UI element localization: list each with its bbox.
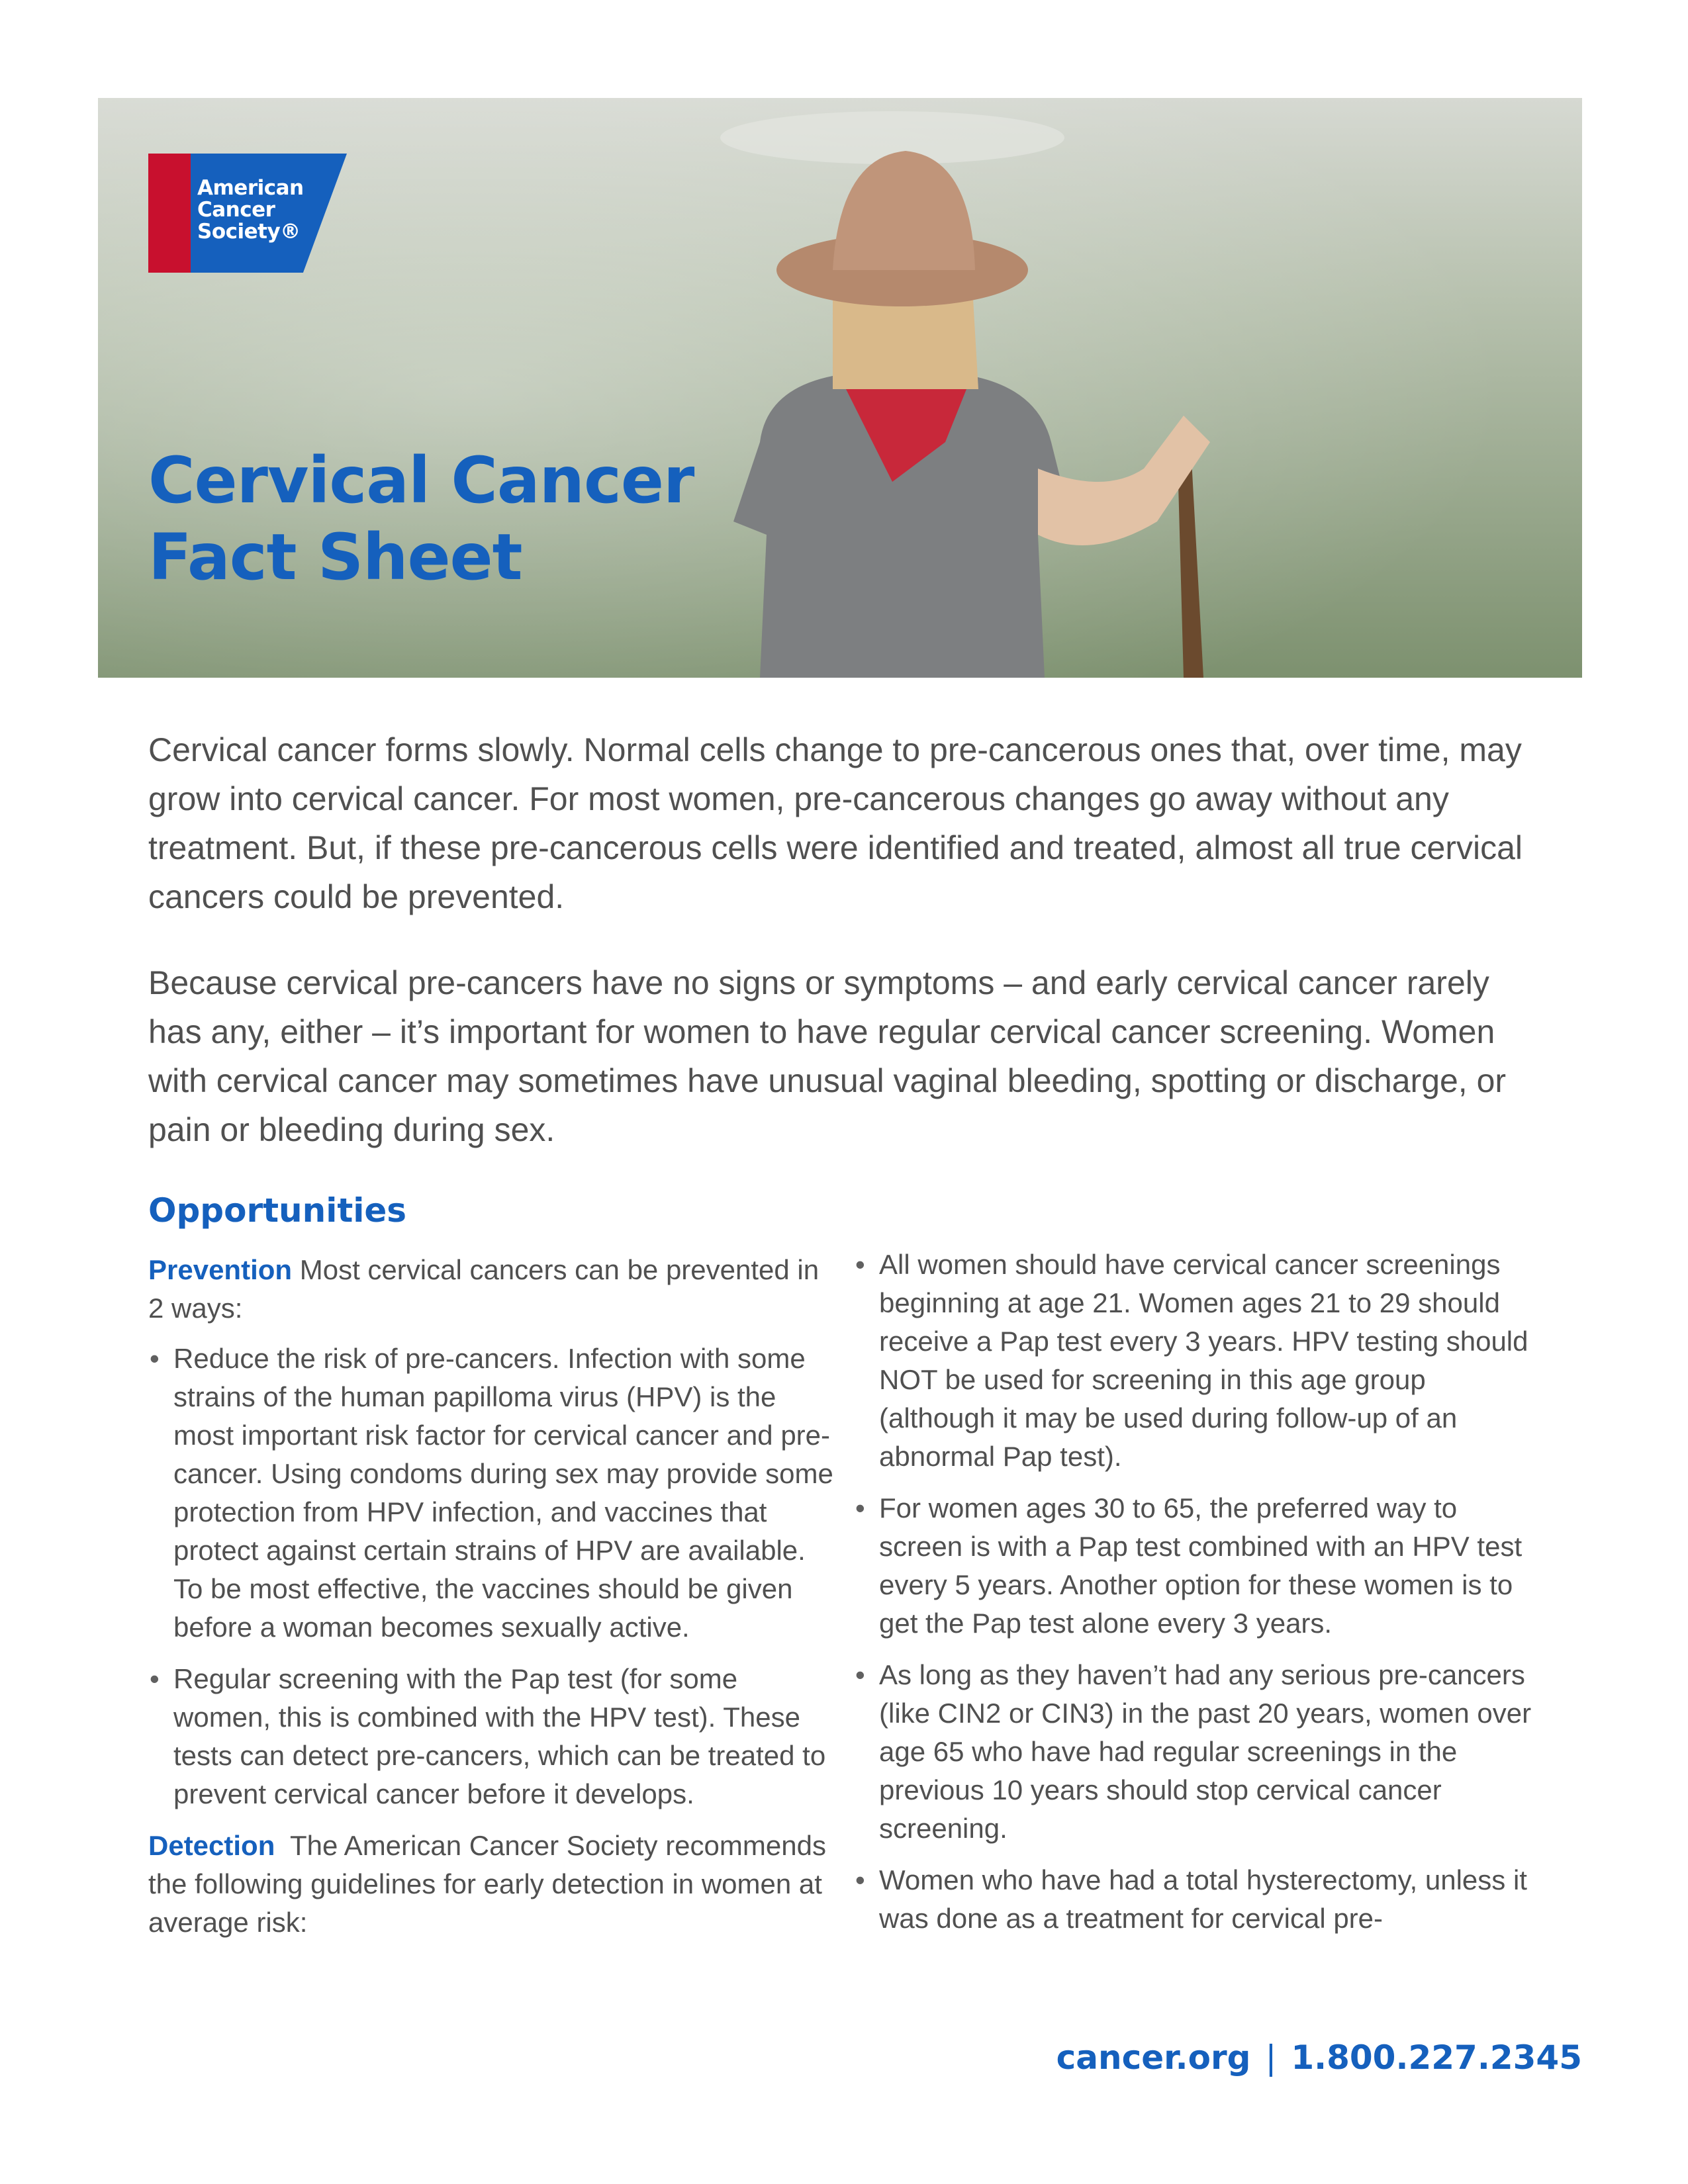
detection-label: Detection (148, 1830, 275, 1861)
opportunities-heading: Opportunities (148, 1191, 407, 1230)
title-line-2: Fact Sheet (148, 520, 522, 594)
page-title (148, 442, 694, 596)
phone-number[interactable]: 1.800.227.2345 (1291, 2038, 1582, 2077)
logo-line: Cancer (197, 198, 275, 222)
prevention-intro (148, 1251, 837, 1328)
list-item: • All women should have cervical cancer screenings beginning at age 21. Women ages 21 to 29 should receive a Pap test every 3 years. HPV testing should NOT be used for screening in this age group (although it may be used during follow-up of an abnormal Pap test). (854, 1246, 1542, 1476)
detection-list (854, 1246, 1542, 1938)
list-item: • Regular screening with the Pap test (for some women, this is combined with the HPV test). These tests can detect pre-cancers, which can be treated to prevent cervical cancer before it develops. (148, 1660, 837, 1813)
right-column (854, 1246, 1542, 1951)
footer-separator: | (1265, 2038, 1277, 2077)
acs-logo (148, 154, 347, 273)
hero-banner (98, 98, 1582, 678)
intro-paragraph-2: Because cervical pre-cancers have no signs or symptoms – and early cervical cancer rarely has any, either – it’s important for women to have regular cervical cancer screening. Women with cervical cancer may sometimes have unusual vaginal bleeding, spotting or discharge, or pain or bleeding during sex. (148, 964, 1507, 1148)
sword-emblem-icon (148, 154, 191, 273)
list-item: • As long as they haven’t had any serious pre-cancers (like CIN2 or CIN3) in the past 20 years, women over age 65 who have had regular screenings in the previous 10 years should stop cervical cancer screening. (854, 1656, 1542, 1848)
prevention-list (148, 1340, 837, 1813)
title-line-1: Cervical Cancer (148, 443, 694, 518)
prevention-label: Prevention (148, 1254, 293, 1285)
logo-line: Society® (197, 220, 301, 244)
detection-text: The American Cancer Society recommends the following guidelines for early detection in women at average risk: (148, 1830, 826, 1938)
list-item: • For women ages 30 to 65, the preferred way to screen is with a Pap test combined with an HPV test every 5 years. Another option for these women is to get the Pap test alone every 3 years. (854, 1489, 1542, 1643)
logo-line: American (197, 176, 304, 200)
left-column (148, 1251, 837, 1954)
list-item: • Women who have had a total hysterectomy, unless it was done as a treatment for cervical pre- (854, 1861, 1542, 1938)
prevention-text: Most cervical cancers can be prevented in 2 ways: (148, 1254, 820, 1324)
footer-contact (1056, 2038, 1582, 2077)
logo-wordmark (197, 177, 304, 243)
intro-paragraph-1: Cervical cancer forms slowly. Normal cells change to pre-cancerous ones that, over time, may grow into cervical cancer. For most women, pre-cancerous changes go away without any treatment. But, if these pre-cancerous cells were identified and treated, almost all true cervical cancers could be prevented. (148, 731, 1523, 915)
intro-section (148, 725, 1538, 1191)
detection-intro (148, 1827, 837, 1942)
list-item: • Reduce the risk of pre-cancers. Infection with some strains of the human papilloma virus (HPV) is the most important risk factor for cervical cancer and pre-cancer. Using condoms during sex may provide some protection from HPV infection, and vaccines that protect against certain strains of HPV are available. To be most effective, the vaccines should be given before a woman becomes sexually active. (148, 1340, 837, 1647)
website-link[interactable]: cancer.org (1056, 2038, 1251, 2077)
